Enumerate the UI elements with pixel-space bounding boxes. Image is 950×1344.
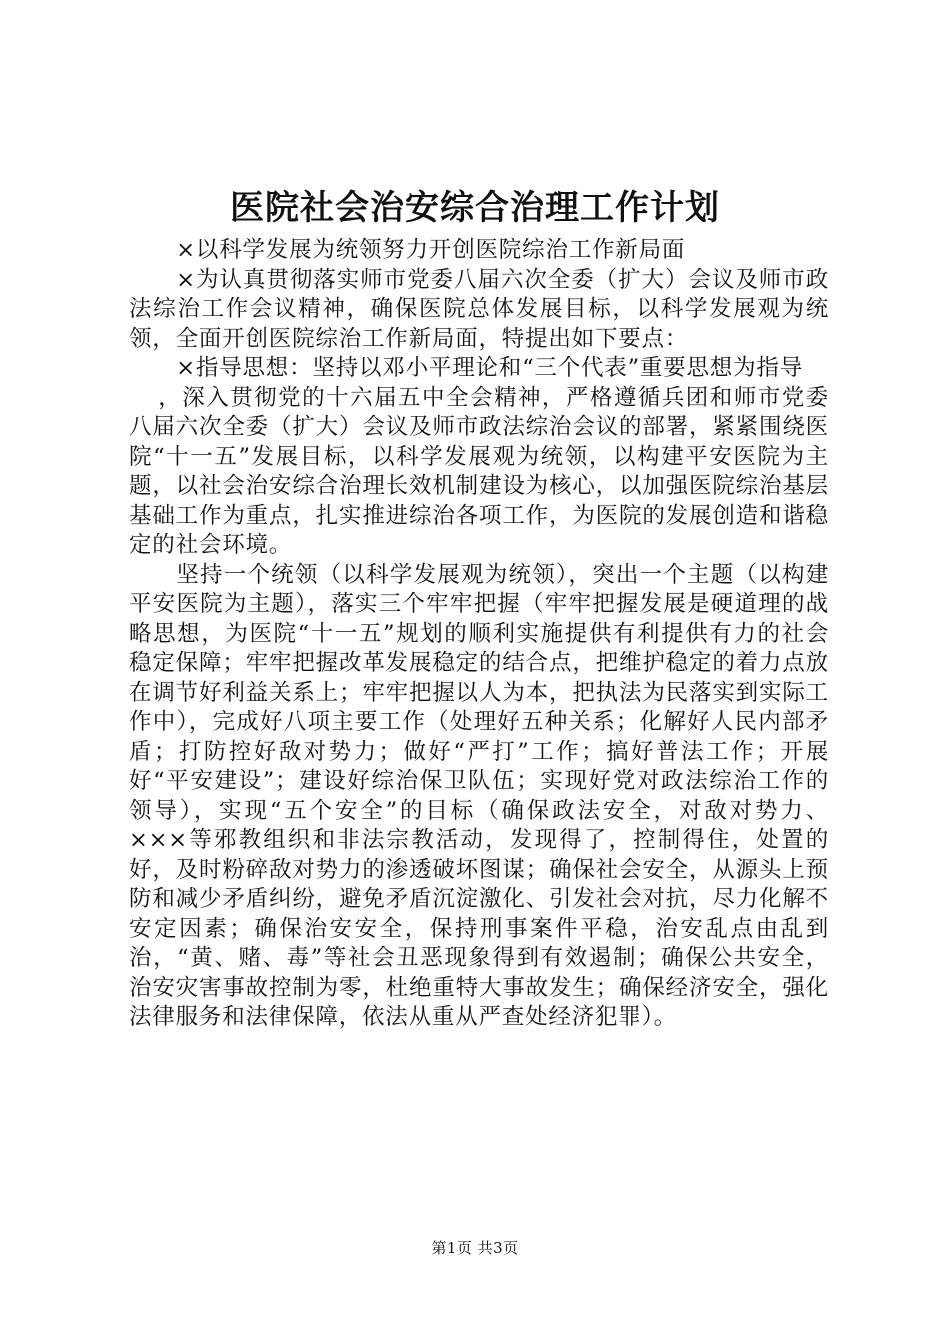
paragraph-main-points: 坚持一个统领（以科学发展观为统领），突出一个主题（以构建平安医院为主题），落实三个牢牢把握（牢牢把握发展是硬道理的战略思想，为医院“十一五”规划的顺利实施提供有利提供有力的社会稳定保障；牢牢把握改革发展稳定的结合点，把维护稳定的着力点放在调节好利益关系上；牢牢把握以人为本，把执法为民落实到实际工作中），完成好八项主要工作（处理好五种关系；化解好人民内部矛盾；打防控好敌对势力；做好“严打”工作；搞好普法工作；开展好“平安建设”；建设好综治保卫队伍；实现好党对政法综治工作的领导），实现“五个安全”的目标（确保政法安全，对敌对势力、×××等邪教组织和非法宗教活动，发现得了，控制得住，处置的好，及时粉碎敌对势力的渗透破坏图谋；确保社会安全，从源头上预防和减少矛盾纠纷，避免矛盾沉淀激化、引发社会对抗，尽力化解不安定因素；确保治安安全，保持刑事案件平稳，治安乱点由乱到治，“黄、赌、毒”等社会丑恶现象得到有效遏制；确保公共安全，治安灾害事故控制为零，杜绝重特大事故发生；确保经济安全，强化法律服务和法律保障，依法从重从严查处经济犯罪）。 — [129, 561, 829, 1030]
page-footer: 第1页 共3页 — [431, 1239, 519, 1257]
document-body — [129, 236, 829, 1033]
paragraph-intro: ×为认真贯彻落实师市党委八届六次全委（扩大）会议及师市政法综治工作会议精神，确保医院总体发展目标，以科学发展观为统领，全面开创医院综治工作新局面，特提出如下要点： — [129, 266, 829, 352]
paragraph-guiding-thought: ×指导思想：坚持以邓小平理论和“三个代表”重要思想为指导 — [176, 355, 804, 381]
paragraph-heading-1: ×以科学发展为统领努力开创医院综治工作新局面 — [176, 237, 686, 263]
document-title: 医院社会治安综合治理工作计划 — [230, 188, 720, 228]
paragraph-guiding-detail: ，深入贯彻党的十六届五中全会精神，严格遵循兵团和师市党委八届六次全委（扩大）会议及师市政法综治会议的部署，紧紧围绕医院“十一五”发展目标，以科学发展观为统领，以构建平安医院为主题，以社会治安综合治理长效机制建设为核心，以加强医院综治基层基础工作为重点，扎实推进综治各项工作，为医院的发展创造和谐稳定的社会环境。 — [129, 384, 829, 558]
